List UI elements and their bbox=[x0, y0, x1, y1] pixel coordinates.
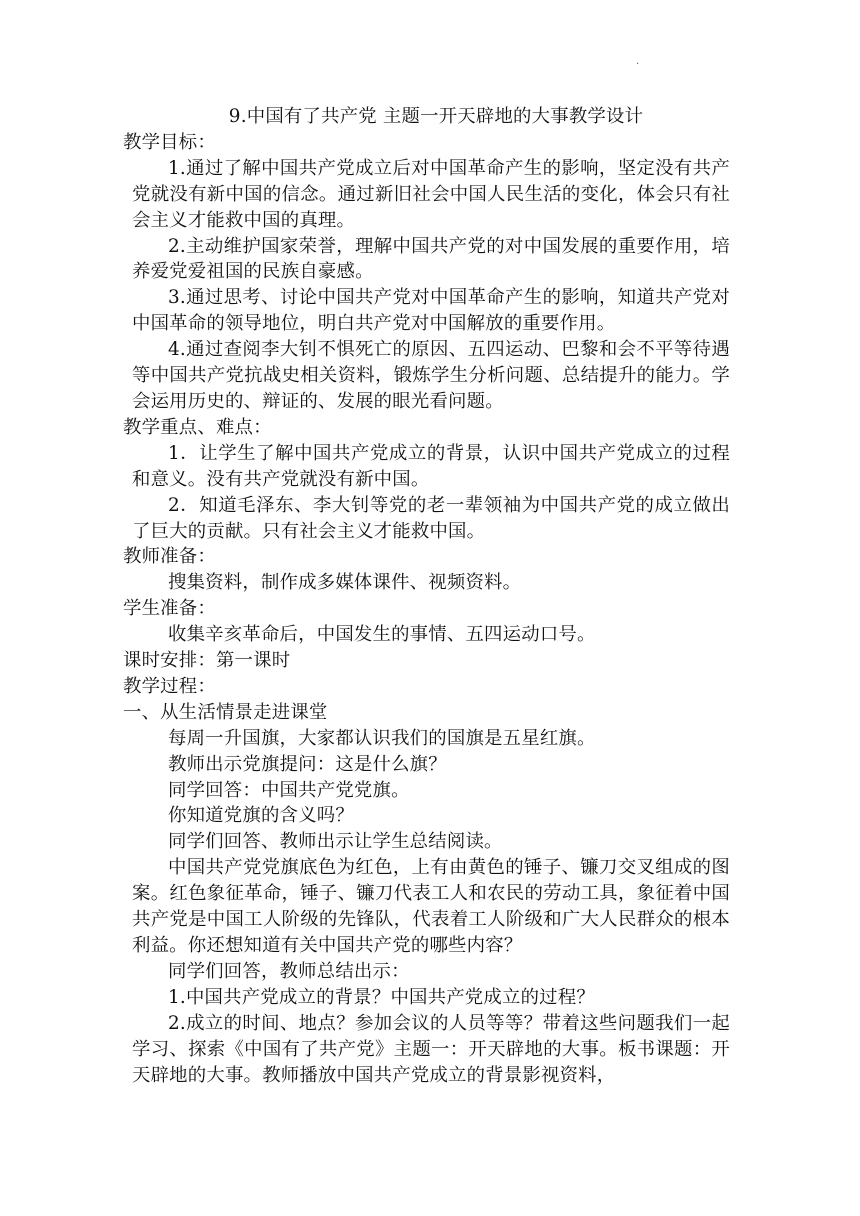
paragraph: 1．让学生了解中国共产党成立的背景，认识中国共产党成立的过程和意义。没有共产党就没有新中国。 bbox=[132, 442, 730, 490]
paragraph: 1.中国共产党成立的背景？中国共产党成立的过程？ bbox=[168, 986, 595, 1008]
paragraph: 每周一升国旗，大家都认识我们的国旗是五星红旗。 bbox=[168, 727, 596, 749]
document-title: 9.中国有了共产党 主题一开天辟地的大事教学设计 bbox=[228, 106, 644, 127]
header-mark: . bbox=[636, 56, 640, 67]
paragraph: 2.主动维护国家荣誉，理解中国共产党的对中国发展的重要作用，培养爱党爱祖国的民族自豪感。 bbox=[132, 235, 730, 283]
section-label: 教学重点、难点： bbox=[123, 416, 272, 438]
paragraph: 同学们回答，教师总结出示： bbox=[168, 960, 410, 982]
paragraph: 教师出示党旗提问：这是什么旗？ bbox=[168, 753, 447, 775]
section-label: 教学过程： bbox=[123, 675, 216, 697]
paragraph: 2.成立的时间、地点？参加会议的人员等等？带着这些问题我们一起学习、探索《中国有了共产党》主题一：开天辟地的大事。板书课题：开天辟地的大事。教师播放中国共产党成立的背景影视资料， bbox=[132, 1012, 730, 1086]
paragraph: 搜集资料，制作成多媒体课件、视频资料。 bbox=[168, 572, 522, 594]
paragraph: 收集辛亥革命后，中国发生的事情、五四运动口号。 bbox=[168, 624, 596, 646]
section-label: 教学目标： bbox=[123, 131, 216, 153]
section-label: 课时安排：第一课时 bbox=[123, 650, 291, 672]
paragraph: 3.通过思考、讨论中国共产党对中国革命产生的影响，知道共产党对中国革命的领导地位，明白共产党对中国解放的重要作用。 bbox=[132, 287, 730, 335]
section-label: 学生准备： bbox=[123, 598, 216, 620]
paragraph: 4.通过查阅李大钊不惧死亡的原因、五四运动、巴黎和会不平等待遇等中国共产党抗战史相关资料，锻炼学生分析问题、总结提升的能力。学会运用历史的、辩证的、发展的眼光看问题。 bbox=[132, 339, 730, 412]
paragraph: 1.通过了解中国共产党成立后对中国革命产生的影响，坚定没有共产党就没有新中国的信念。通过新旧社会中国人民生活的变化，体会只有社会主义才能救中国的真理。 bbox=[132, 157, 730, 231]
section-heading: 一、从生活情景走进课堂 bbox=[123, 701, 328, 723]
document-body bbox=[123, 104, 730, 1088]
paragraph: 2．知道毛泽东、李大钊等党的老一辈领袖为中国共产党的成立做出了巨大的贡献。只有社会主义才能救中国。 bbox=[132, 494, 730, 542]
paragraph: 你知道党旗的含义吗？ bbox=[168, 805, 354, 827]
paragraph: 中国共产党党旗底色为红色，上有由黄色的锤子、镰刀交叉组成的图案。红色象征革命，锤子、镰刀代表工人和农民的劳动工具，象征着中国共产党是中国工人阶级的先锋队，代表着工人阶级和广大人民群众的根本利益。你还想知道有关中国共产党的哪些内容？ bbox=[132, 857, 730, 956]
section-label: 教师准备： bbox=[123, 546, 216, 568]
paragraph: 同学们回答、教师出示让学生总结阅读。 bbox=[168, 831, 503, 853]
paragraph: 同学回答：中国共产党党旗。 bbox=[168, 779, 410, 801]
